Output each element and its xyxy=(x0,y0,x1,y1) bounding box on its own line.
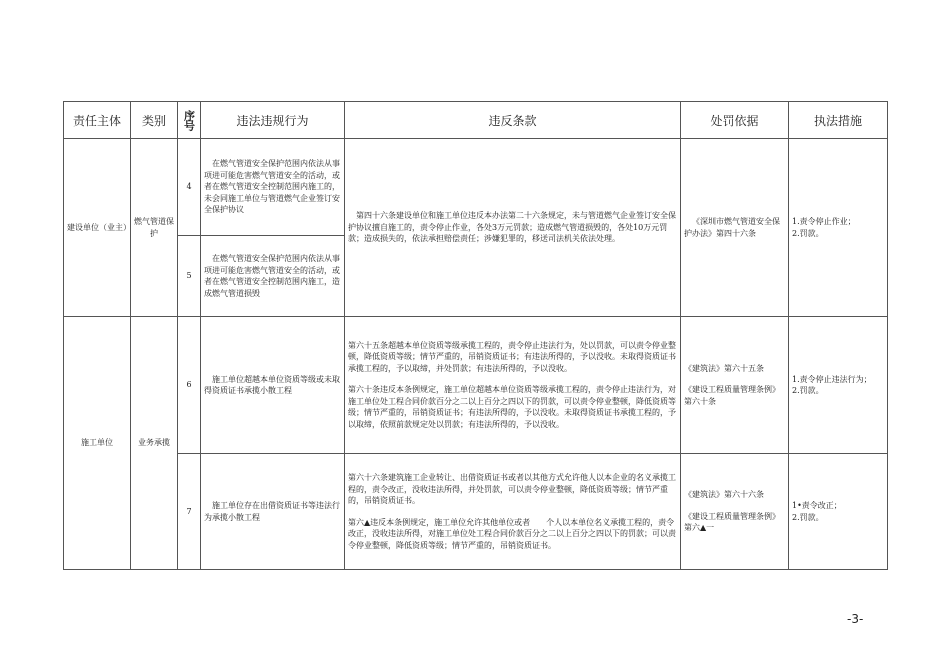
measure-item: 2.罚款。 xyxy=(792,228,824,238)
header-seq: 序号 xyxy=(178,102,201,139)
seq-cell: 6 xyxy=(178,317,201,454)
behavior-cell: 在燃气管道安全保护范围内依法从事项进可能危害燃气管道安全的活动，或者在燃气管道安全控制范围内施工，造成燃气管道损毁 xyxy=(201,236,345,317)
enforcement-table xyxy=(63,101,888,570)
measure-item: 2.罚款。 xyxy=(792,512,824,522)
category-cell: 业务承揽 xyxy=(131,317,178,570)
measure-item: 2.罚款。 xyxy=(792,386,824,395)
behavior-cell: 在燃气管道安全保护范围内依法从事项进可能危害燃气管道安全的活动，或者在燃气管道安全控制范围内施工的，未会同施工单位与管道燃气企业签订安全保护协议 xyxy=(201,139,345,236)
page-number: -3- xyxy=(847,612,864,626)
clause-cell: 第四十六条建设单位和施工单位违反本办法第二十六条规定，未与管道燃气企业签订安全保护协议擅自施工的，责令停止作业，各处3万元罚款；造成燃气管道损毁的，各处10万元罚款；造成损失的，依法承担赔偿责任；涉嫌犯罪的，移送司法机关依法处理。 xyxy=(345,139,681,317)
measure-item: 1•责令改正； xyxy=(792,501,842,510)
subject-cell: 建设单位（业主） xyxy=(64,139,131,317)
header-behavior: 违法违规行为 xyxy=(201,102,345,139)
basis-cell: 《建筑法》第六十五条 《建设工程质量管理条例》第六十条 xyxy=(681,317,789,454)
measures-cell xyxy=(789,317,888,454)
subject-cell: 施工单位 xyxy=(64,317,131,570)
table-row-6 xyxy=(64,317,888,454)
header-basis: 处罚依据 xyxy=(681,102,789,139)
measures-cell xyxy=(789,454,888,570)
header-category: 类别 xyxy=(131,102,178,139)
table-row-7 xyxy=(64,454,888,570)
header-measures: 执法措施 xyxy=(789,102,888,139)
clause-cell: 第六十五条超越本单位资质等级承揽工程的，责令停止违法行为，处以罚款，可以责令停业整顿，降低资质等级；情节严重的，吊销资质证书；有违法所得的，予以没收。未取得资质证书承揽工程的，予以取缔，并处罚款；有违法所得的，予以没收。 第六十条违反本条例规定，施工单位超越本单位资质等级承揽工程的，责令停止违法行为，对施工单位处工程合同价款百分之二以上百分之四以下的罚款，可以责令停业整顿，降低资质等级；情节严重的，吊销资质证书；有违法所得的，予以没收。未取得资质证书承揽工程的，予以取缔，依照前款规定处以罚款；有违法所得的，予以没收。 xyxy=(345,317,681,454)
basis-cell: 《深圳市燃气管道安全保护办法》第四十六条 xyxy=(681,139,789,317)
basis-cell: 《建筑法》第六十六条 《建设工程质量管理条例》第六▲一 xyxy=(681,454,789,570)
behavior-cell: 施工单位超越本单位资质等级或未取得资质证书承揽小散工程 xyxy=(201,317,345,454)
measure-item: 1.责令停止作业； xyxy=(792,217,856,226)
category-cell: 燃气管道保护 xyxy=(131,139,178,317)
seq-cell: 7 xyxy=(178,454,201,570)
clause-cell: 第六十六条建筑施工企业转让、出借资质证书或者以其他方式允许他人以本企业的名义承揽工程的，责令改正，没收违法所得，并处罚款，可以责令停业整顿，降低资质等级；情节严重的，吊销资质证书。 第六▲违反本条例规定，施工单位允许其他单位或者 个人以本单位名义承揽工程的，责令改正，没收违法所得，对施工单位处工程合同价款百分之二以上百分之四以下的罚款；可以责令停业整顿，降低资质等级；情节严重的，吊销资质证书。 xyxy=(345,454,681,570)
table-row-4 xyxy=(64,139,888,236)
behavior-cell: 施工单位存在出借资质证书等违法行为承揽小散工程 xyxy=(201,454,345,570)
measure-item: 1.责令停止违法行为； xyxy=(792,374,872,384)
measures-cell xyxy=(789,139,888,317)
seq-cell: 5 xyxy=(178,236,201,317)
header-clause: 违反条款 xyxy=(345,102,681,139)
seq-cell: 4 xyxy=(178,139,201,236)
header-subject: 责任主体 xyxy=(64,102,131,139)
header-row xyxy=(64,102,888,139)
